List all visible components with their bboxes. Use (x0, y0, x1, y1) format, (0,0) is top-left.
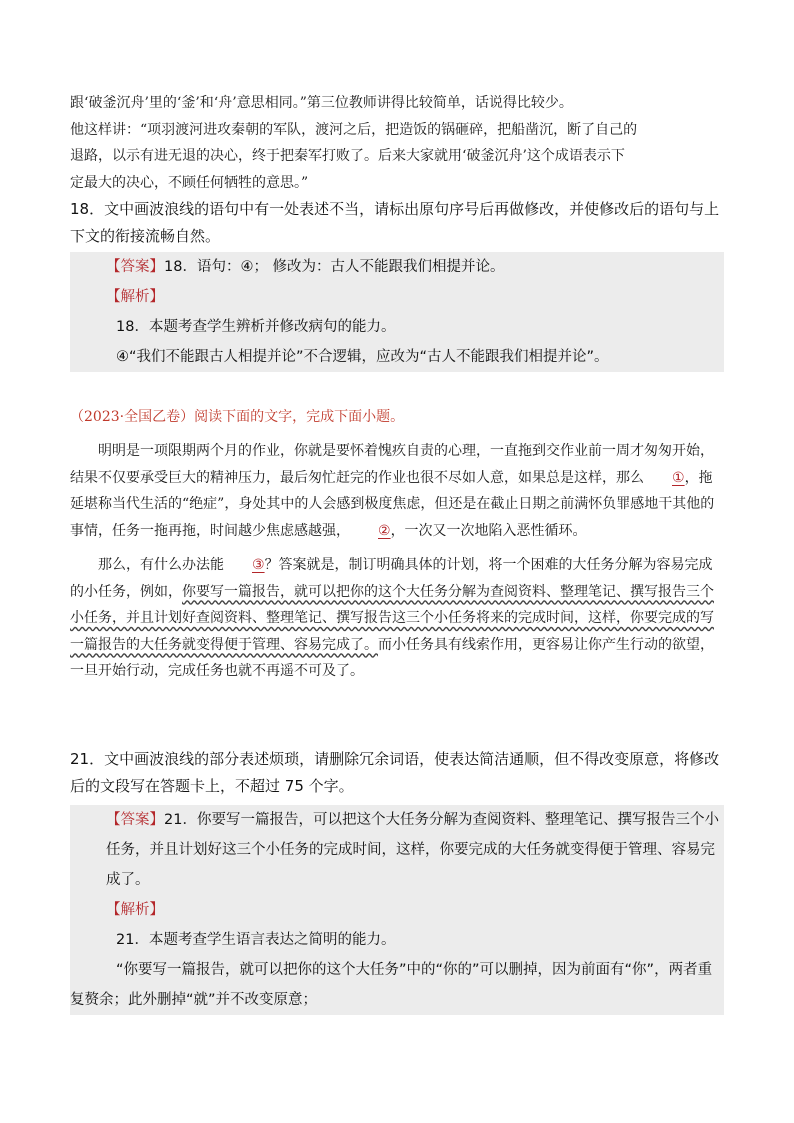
question-21 (70, 746, 724, 799)
passage-21-para1: 明明是一项限期两个月的作业，你就是要怀着愧疚自责的心理，一直拖到交作业前一周才匆匆开始，结果不仅要承受巨大的精神压力，最后匆忙赶完的作业也很不尽如人意，如果总是这样，那么 ①，拖延堪称当代生活的“绝症”，身处其中的人会感到极度焦虑，但还是在截止日期之前满怀负罪感地干其他的事情，任务一拖再拖，时间越少焦虑感越强， ②，一次又一次地陷入恶性循环。 (70, 438, 724, 544)
blank-1: ① (672, 469, 685, 486)
question-18-text: 18．文中画波浪线的语句中有一处表述不当，请标出原句序号后再做修改，并使修改后的语句与上下文的衔接流畅自然。 (70, 200, 720, 245)
blank-2: ② (378, 522, 391, 539)
answer-text: 18．语句：④； 修改为：古人不能跟我们相提并论。 (164, 259, 505, 275)
answer-18 (70, 252, 724, 282)
passage-top (70, 90, 724, 196)
analysis-18-line1: 18．本题考查学生辨析并修改病句的能力。 (116, 319, 396, 335)
passage-line: 跟‘破釜沉舟’里的‘釜’和‘舟’意思相同。”第三位教师讲得比较简单，话说得比较少。 (70, 95, 573, 111)
analysis-label-18: 【解析】 (106, 289, 164, 305)
analysis-21-line2: “你要写一篇报告，就可以把你的这个大任务”中的“你的”可以删掉，因为前面有“你”，两者重复赘余；此外删掉“就”并不改变原意； (70, 962, 713, 1008)
analysis-21-line1: 21．本题考查学生语言表达之简明的能力。 (116, 932, 396, 948)
passage-line: 定最大的决心，不顾任何牺牲的意思。” (70, 174, 309, 191)
question-18 (70, 196, 724, 249)
source-text: （2023·全国乙卷）阅读下面的文字，完成下面小题。 (70, 409, 405, 425)
answer-21 (70, 805, 724, 895)
passage-line: 退路，以示有进无退的决心，终于把秦军打败了。后来大家就用‘破釜沉舟’这个成语表示下 (70, 148, 625, 164)
answer-label: 【答案】 (106, 259, 164, 275)
wavy-underlined-text: 你要写一篇报告，就可以把你的这个大任务分解为查阅资料、整理笔记、撰写报告三个小任务，并且计划好查阅资料、整理笔记、撰写报告这三个小任务将来的完成时间，这样，你要完成的写一篇报告的大任务就变得便于管理、容易完成了。 (70, 583, 714, 653)
analysis-label-21: 【解析】 (106, 902, 164, 918)
passage-21-para2: 那么，有什么办法能 ③？答案就是，制订明确具体的计划，将一个困难的大任务分解为容易完成的小任务，例如，你要写一篇报告，就可以把你的这个大任务分解为查阅资料、整理笔记、撰写报告三个小任务，并且计划好查阅资料、整理笔记、撰写报告这三个小任务将来的完成时间，这样，你要完成的写一篇报告的大任务就变得便于管理、容易完成了。而小任务具有线索作用，更容易让你产生行动的欲望，一旦开始行动，完成任务也就不再遥不可及了。 (70, 552, 724, 685)
analysis-18-line2: ④“我们不能跟古人相提并论”不合逻辑，应改为“古人不能跟我们相提并论”。 (116, 349, 609, 365)
source-21 (70, 404, 724, 430)
answer-label: 【答案】 (106, 812, 164, 828)
blank-3: ③ (252, 557, 265, 573)
passage-line: 他这样讲：“项羽渡河进攻秦朝的军队，渡河之后，把造饭的锅砸碎，把船凿沉，断了自己的 (70, 121, 638, 138)
passage-21 (70, 438, 724, 685)
answer-block-18 (70, 252, 724, 372)
question-21-text: 21．文中画波浪线的部分表述烦琐，请删除冗余词语，使表达简洁通顺，但不得改变原意，将修改后的文段写在答题卡上，不超过 75 个字。 (70, 750, 720, 795)
answer-block-21 (70, 805, 724, 1015)
answer-text: 21．你要写一篇报告，可以把这个大任务分解为查阅资料、整理笔记、撰写报告三个小任务，并且计划好这三个小任务的完成时间，这样，你要完成的大任务就变得便于管理、容易完成了。 (106, 812, 719, 888)
